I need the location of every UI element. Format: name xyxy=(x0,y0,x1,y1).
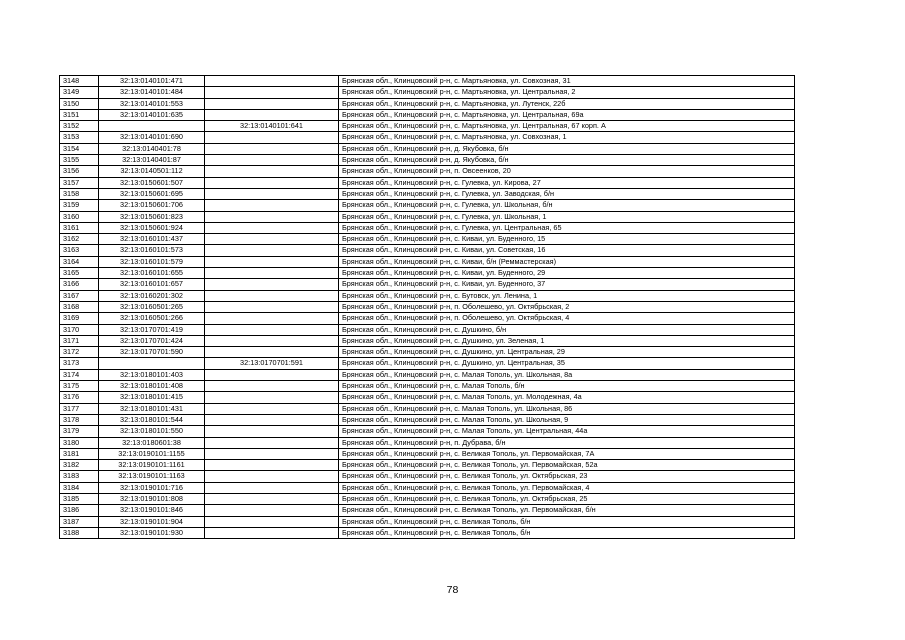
cadastral-number-alt-cell xyxy=(205,505,339,516)
cadastral-number-cell: 32:13:0140101:635 xyxy=(99,109,205,120)
cadastral-number-alt-cell xyxy=(205,76,339,87)
table-row xyxy=(60,290,795,301)
cadastral-number-alt-cell xyxy=(205,482,339,493)
row-number-cell: 3172 xyxy=(60,347,99,358)
address-cell: Брянская обл., Клинцовский р-н, с. Мартьяновка, ул. Совхозная, 1 xyxy=(339,132,795,143)
table-row xyxy=(60,381,795,392)
row-number-cell: 3171 xyxy=(60,335,99,346)
cadastral-number-cell: 32:13:0150601:706 xyxy=(99,200,205,211)
table-row xyxy=(60,200,795,211)
row-number-cell: 3180 xyxy=(60,437,99,448)
cadastral-number-alt-cell xyxy=(205,324,339,335)
address-cell: Брянская обл., Клинцовский р-н, с. Мартьяновка, ул. Совхозная, 31 xyxy=(339,76,795,87)
address-cell: Брянская обл., Клинцовский р-н, с. Мартьяновка, ул. Лутенск, 22б xyxy=(339,98,795,109)
cadastral-number-alt-cell xyxy=(205,527,339,538)
address-cell: Брянская обл., Клинцовский р-н, п. Оболешево, ул. Октябрьская, 4 xyxy=(339,313,795,324)
cadastral-number-cell: 32:13:0140101:690 xyxy=(99,132,205,143)
cadastral-number-cell: 32:13:0160101:579 xyxy=(99,256,205,267)
row-number-cell: 3151 xyxy=(60,109,99,120)
cadastral-number-cell: 32:13:0160101:657 xyxy=(99,279,205,290)
row-number-cell: 3159 xyxy=(60,200,99,211)
cadastral-number-alt-cell xyxy=(205,301,339,312)
address-cell: Брянская обл., Клинцовский р-н, с. Бутовск, ул. Ленина, 1 xyxy=(339,290,795,301)
address-cell: Брянская обл., Клинцовский р-н, п. Овсеенков, 20 xyxy=(339,166,795,177)
cadastral-number-cell: 32:13:0170701:424 xyxy=(99,335,205,346)
row-number-cell: 3154 xyxy=(60,143,99,154)
cadastral-number-cell: 32:13:0190101:808 xyxy=(99,493,205,504)
row-number-cell: 3183 xyxy=(60,471,99,482)
table-row xyxy=(60,313,795,324)
table-row xyxy=(60,301,795,312)
row-number-cell: 3157 xyxy=(60,177,99,188)
row-number-cell: 3179 xyxy=(60,426,99,437)
cadastral-number-cell: 32:13:0170701:590 xyxy=(99,347,205,358)
cadastral-number-cell: 32:13:0160201:302 xyxy=(99,290,205,301)
table-row xyxy=(60,369,795,380)
cadastral-number-alt-cell: 32:13:0170701:591 xyxy=(205,358,339,369)
table-row xyxy=(60,516,795,527)
cadastral-number-alt-cell xyxy=(205,460,339,471)
address-cell: Брянская обл., Клинцовский р-н, с. Киваи, ул. Буденного, 15 xyxy=(339,234,795,245)
cadastral-number-cell: 32:13:0170701:419 xyxy=(99,324,205,335)
row-number-cell: 3167 xyxy=(60,290,99,301)
address-cell: Брянская обл., Клинцовский р-н, с. Великая Тополь, ул. Первомайская, 52а xyxy=(339,460,795,471)
cadastral-number-alt-cell xyxy=(205,516,339,527)
row-number-cell: 3165 xyxy=(60,268,99,279)
row-number-cell: 3174 xyxy=(60,369,99,380)
cadastral-number-alt-cell xyxy=(205,166,339,177)
address-cell: Брянская обл., Клинцовский р-н, п. Оболешево, ул. Октябрьская, 2 xyxy=(339,301,795,312)
table-row xyxy=(60,76,795,87)
cadastral-number-cell: 32:13:0190101:1155 xyxy=(99,448,205,459)
cadastral-number-cell: 32:13:0160101:573 xyxy=(99,245,205,256)
cadastral-number-alt-cell xyxy=(205,109,339,120)
table-row xyxy=(60,121,795,132)
address-cell: Брянская обл., Клинцовский р-н, с. Киваи, ул. Буденного, 29 xyxy=(339,268,795,279)
cadastral-number-cell: 32:13:0140401:87 xyxy=(99,155,205,166)
table-row xyxy=(60,358,795,369)
table-row xyxy=(60,132,795,143)
table-row xyxy=(60,211,795,222)
address-cell: Брянская обл., Клинцовский р-н, с. Великая Тополь, б/н xyxy=(339,527,795,538)
address-cell: Брянская обл., Клинцовский р-н, с. Киваи, б/н (Реммастерская) xyxy=(339,256,795,267)
row-number-cell: 3185 xyxy=(60,493,99,504)
table-row xyxy=(60,155,795,166)
cadastral-number-alt-cell xyxy=(205,87,339,98)
address-cell: Брянская обл., Клинцовский р-н, с. Киваи, ул. Советская, 16 xyxy=(339,245,795,256)
cadastral-number-cell: 32:13:0160101:437 xyxy=(99,234,205,245)
cadastral-number-alt-cell xyxy=(205,256,339,267)
address-cell: Брянская обл., Клинцовский р-н, с. Малая Тополь, ул. Школьная, 8а xyxy=(339,369,795,380)
row-number-cell: 3155 xyxy=(60,155,99,166)
table-row xyxy=(60,471,795,482)
cadastral-number-alt-cell xyxy=(205,335,339,346)
table-row xyxy=(60,234,795,245)
row-number-cell: 3161 xyxy=(60,222,99,233)
address-cell: Брянская обл., Клинцовский р-н, п. Дубрава, б/н xyxy=(339,437,795,448)
address-cell: Брянская обл., Клинцовский р-н, с. Великая Тополь, б/н xyxy=(339,516,795,527)
table-row xyxy=(60,414,795,425)
cadastral-number-cell xyxy=(99,358,205,369)
table-row xyxy=(60,505,795,516)
table-row xyxy=(60,245,795,256)
row-number-cell: 3166 xyxy=(60,279,99,290)
address-cell: Брянская обл., Клинцовский р-н, с. Великая Тополь, ул. Первомайская, 4 xyxy=(339,482,795,493)
row-number-cell: 3158 xyxy=(60,188,99,199)
cadastral-number-alt-cell xyxy=(205,211,339,222)
cadastral-number-cell: 32:13:0180101:550 xyxy=(99,426,205,437)
table-row xyxy=(60,324,795,335)
address-cell: Брянская обл., Клинцовский р-н, с. Гулевка, ул. Школьная, 1 xyxy=(339,211,795,222)
address-cell: Брянская обл., Клинцовский р-н, с. Гулевка, ул. Кирова, 27 xyxy=(339,177,795,188)
cadastral-number-alt-cell xyxy=(205,448,339,459)
cadastral-number-cell: 32:13:0180101:431 xyxy=(99,403,205,414)
cadastral-number-cell: 32:13:0180101:544 xyxy=(99,414,205,425)
cadastral-number-alt-cell xyxy=(205,493,339,504)
row-number-cell: 3177 xyxy=(60,403,99,414)
row-number-cell: 3178 xyxy=(60,414,99,425)
cadastral-number-cell: 32:13:0140101:471 xyxy=(99,76,205,87)
cadastral-number-alt-cell: 32:13:0140101:641 xyxy=(205,121,339,132)
address-cell: Брянская обл., Клинцовский р-н, с. Великая Тополь, ул. Октябрьская, 25 xyxy=(339,493,795,504)
table-row xyxy=(60,392,795,403)
table-row xyxy=(60,177,795,188)
cadastral-number-cell: 32:13:0180101:408 xyxy=(99,381,205,392)
table-row xyxy=(60,256,795,267)
cadastral-number-cell: 32:13:0180601:38 xyxy=(99,437,205,448)
table-row xyxy=(60,426,795,437)
row-number-cell: 3182 xyxy=(60,460,99,471)
cadastral-number-alt-cell xyxy=(205,132,339,143)
cadastral-number-cell: 32:13:0190101:1161 xyxy=(99,460,205,471)
cadastral-number-cell: 32:13:0190101:904 xyxy=(99,516,205,527)
address-cell: Брянская обл., Клинцовский р-н, с. Душкино, б/н xyxy=(339,324,795,335)
cadastral-number-alt-cell xyxy=(205,403,339,414)
cadastral-number-alt-cell xyxy=(205,234,339,245)
cadastral-number-cell: 32:13:0150601:695 xyxy=(99,188,205,199)
cadastral-number-alt-cell xyxy=(205,98,339,109)
address-cell: Брянская обл., Клинцовский р-н, с. Душкино, ул. Центральная, 35 xyxy=(339,358,795,369)
table-row xyxy=(60,279,795,290)
address-cell: Брянская обл., Клинцовский р-н, с. Мартьяновка, ул. Центральная, 69а xyxy=(339,109,795,120)
cadastral-number-cell: 32:13:0150601:924 xyxy=(99,222,205,233)
row-number-cell: 3152 xyxy=(60,121,99,132)
row-number-cell: 3184 xyxy=(60,482,99,493)
cadastral-number-alt-cell xyxy=(205,392,339,403)
cadastral-number-alt-cell xyxy=(205,245,339,256)
table-row xyxy=(60,143,795,154)
cadastral-number-alt-cell xyxy=(205,369,339,380)
table-row xyxy=(60,482,795,493)
cadastral-number-alt-cell xyxy=(205,471,339,482)
row-number-cell: 3186 xyxy=(60,505,99,516)
row-number-cell: 3181 xyxy=(60,448,99,459)
cadastral-number-cell: 32:13:0140401:78 xyxy=(99,143,205,154)
table-row xyxy=(60,87,795,98)
cadastral-number-alt-cell xyxy=(205,268,339,279)
address-cell: Брянская обл., Клинцовский р-н, с. Киваи, ул. Буденного, 37 xyxy=(339,279,795,290)
row-number-cell: 3148 xyxy=(60,76,99,87)
row-number-cell: 3153 xyxy=(60,132,99,143)
cadastral-number-cell xyxy=(99,121,205,132)
cadastral-number-cell: 32:13:0140101:484 xyxy=(99,87,205,98)
address-cell: Брянская обл., Клинцовский р-н, с. Великая Тополь, ул. Октябрьская, 23 xyxy=(339,471,795,482)
table-row xyxy=(60,268,795,279)
cadastral-number-cell: 32:13:0160501:265 xyxy=(99,301,205,312)
table-body xyxy=(60,76,795,539)
cadastral-number-alt-cell xyxy=(205,155,339,166)
row-number-cell: 3163 xyxy=(60,245,99,256)
row-number-cell: 3188 xyxy=(60,527,99,538)
row-number-cell: 3176 xyxy=(60,392,99,403)
page-number: 78 xyxy=(446,584,459,596)
cadastral-number-cell: 32:13:0190101:846 xyxy=(99,505,205,516)
cadastral-number-alt-cell xyxy=(205,414,339,425)
address-cell: Брянская обл., Клинцовский р-н, с. Малая Тополь, б/н xyxy=(339,381,795,392)
table-row xyxy=(60,98,795,109)
cadastral-number-alt-cell xyxy=(205,177,339,188)
address-cell: Брянская обл., Клинцовский р-н, с. Великая Тополь, ул. Первомайская, 7А xyxy=(339,448,795,459)
table-row xyxy=(60,109,795,120)
cadastral-number-alt-cell xyxy=(205,381,339,392)
address-cell: Брянская обл., Клинцовский р-н, с. Душкино, ул. Зеленая, 1 xyxy=(339,335,795,346)
row-number-cell: 3173 xyxy=(60,358,99,369)
cadastral-number-alt-cell xyxy=(205,200,339,211)
row-number-cell: 3175 xyxy=(60,381,99,392)
address-cell: Брянская обл., Клинцовский р-н, с. Мартьяновка, ул. Центральная, 67 корп. А xyxy=(339,121,795,132)
cadastral-number-cell: 32:13:0190101:930 xyxy=(99,527,205,538)
address-cell: Брянская обл., Клинцовский р-н, с. Душкино, ул. Центральная, 29 xyxy=(339,347,795,358)
cadastral-number-cell: 32:13:0180101:403 xyxy=(99,369,205,380)
row-number-cell: 3149 xyxy=(60,87,99,98)
address-cell: Брянская обл., Клинцовский р-н, с. Малая Тополь, ул. Школьная, 9 xyxy=(339,414,795,425)
table-row xyxy=(60,448,795,459)
cadastral-number-alt-cell xyxy=(205,347,339,358)
address-cell: Брянская обл., Клинцовский р-н, с. Великая Тополь, ул. Первомайская, б/н xyxy=(339,505,795,516)
cadastral-number-alt-cell xyxy=(205,437,339,448)
address-cell: Брянская обл., Клинцовский р-н, д. Якубовка, б/н xyxy=(339,143,795,154)
row-number-cell: 3150 xyxy=(60,98,99,109)
cadastral-number-alt-cell xyxy=(205,290,339,301)
cadastral-number-alt-cell xyxy=(205,222,339,233)
cadastral-number-cell: 32:13:0190101:1163 xyxy=(99,471,205,482)
row-number-cell: 3160 xyxy=(60,211,99,222)
registry-table xyxy=(59,75,795,539)
address-cell: Брянская обл., Клинцовский р-н, с. Гулевка, ул. Заводская, б/н xyxy=(339,188,795,199)
cadastral-number-alt-cell xyxy=(205,426,339,437)
cadastral-number-alt-cell xyxy=(205,143,339,154)
row-number-cell: 3169 xyxy=(60,313,99,324)
row-number-cell: 3162 xyxy=(60,234,99,245)
cadastral-number-cell: 32:13:0140101:553 xyxy=(99,98,205,109)
address-cell: Брянская обл., Клинцовский р-н, с. Малая Тополь, ул. Молодежная, 4а xyxy=(339,392,795,403)
table-row xyxy=(60,460,795,471)
address-cell: Брянская обл., Клинцовский р-н, с. Малая Тополь, ул. Центральная, 44а xyxy=(339,426,795,437)
table-row xyxy=(60,437,795,448)
row-number-cell: 3187 xyxy=(60,516,99,527)
table-row xyxy=(60,188,795,199)
address-cell: Брянская обл., Клинцовский р-н, с. Гулевка, ул. Центральная, 65 xyxy=(339,222,795,233)
address-cell: Брянская обл., Клинцовский р-н, с. Мартьяновка, ул. Центральная, 2 xyxy=(339,87,795,98)
cadastral-number-cell: 32:13:0150601:507 xyxy=(99,177,205,188)
row-number-cell: 3156 xyxy=(60,166,99,177)
row-number-cell: 3164 xyxy=(60,256,99,267)
row-number-cell: 3168 xyxy=(60,301,99,312)
cadastral-number-cell: 32:13:0190101:716 xyxy=(99,482,205,493)
table-row xyxy=(60,493,795,504)
address-cell: Брянская обл., Клинцовский р-н, с. Малая Тополь, ул. Школьная, 86 xyxy=(339,403,795,414)
cadastral-number-alt-cell xyxy=(205,188,339,199)
address-cell: Брянская обл., Клинцовский р-н, д. Якубовка, б/н xyxy=(339,155,795,166)
cadastral-number-alt-cell xyxy=(205,313,339,324)
address-cell: Брянская обл., Клинцовский р-н, с. Гулевка, ул. Школьная, б/н xyxy=(339,200,795,211)
table-row xyxy=(60,347,795,358)
table-row xyxy=(60,335,795,346)
cadastral-number-cell: 32:13:0160101:655 xyxy=(99,268,205,279)
cadastral-number-cell: 32:13:0180101:415 xyxy=(99,392,205,403)
table-row xyxy=(60,527,795,538)
cadastral-number-cell: 32:13:0160501:266 xyxy=(99,313,205,324)
cadastral-number-cell: 32:13:0140501:112 xyxy=(99,166,205,177)
table-row xyxy=(60,166,795,177)
row-number-cell: 3170 xyxy=(60,324,99,335)
cadastral-number-cell: 32:13:0150601:823 xyxy=(99,211,205,222)
cadastral-number-alt-cell xyxy=(205,279,339,290)
table-row xyxy=(60,403,795,414)
table-row xyxy=(60,222,795,233)
